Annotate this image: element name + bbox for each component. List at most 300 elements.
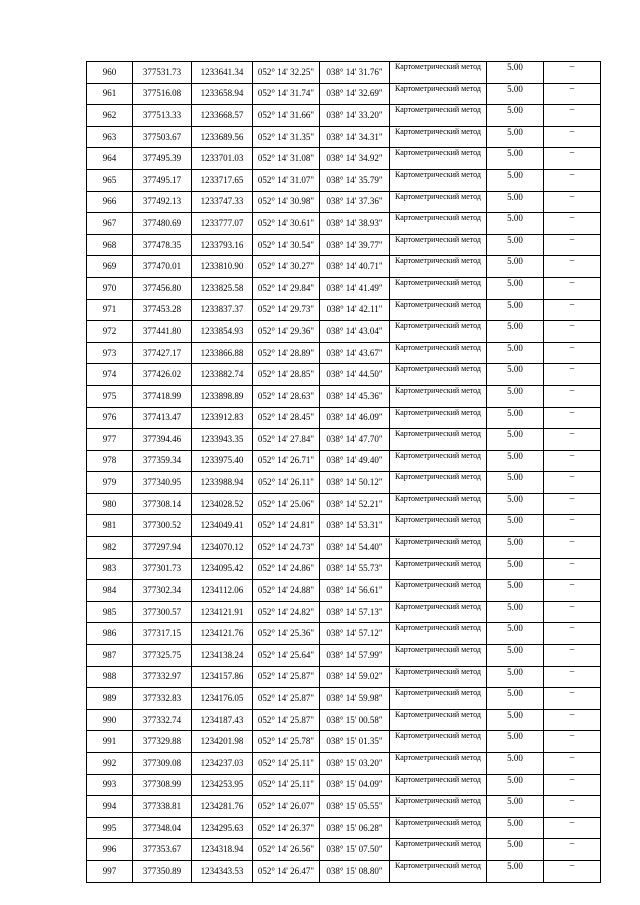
latitude-cell: 052° 14' 25.78" — [253, 731, 320, 753]
x-coordinate-cell: 377302.34 — [133, 580, 192, 602]
y-coordinate-cell: 1234201.98 — [192, 731, 253, 753]
latitude-cell: 052° 14' 31.07" — [253, 169, 320, 191]
point-number-cell: 967 — [87, 213, 133, 235]
longitude-cell: 038° 14' 33.20" — [320, 105, 390, 127]
longitude-cell: 038° 14' 38.93" — [320, 213, 390, 235]
table-row — [87, 385, 601, 407]
note-cell: – — [544, 256, 601, 278]
y-coordinate-cell: 1233668.57 — [192, 105, 253, 127]
y-coordinate-cell: 1233793.16 — [192, 234, 253, 256]
latitude-cell: 052° 14' 25.11" — [253, 774, 320, 796]
x-coordinate-cell: 377332.83 — [133, 688, 192, 710]
note-cell: – — [544, 515, 601, 537]
longitude-cell: 038° 14' 57.12" — [320, 623, 390, 645]
method-cell: Картометрический метод — [390, 558, 487, 580]
accuracy-cell: 5.00 — [487, 774, 544, 796]
table-row — [87, 126, 601, 148]
latitude-cell: 052° 14' 26.56" — [253, 839, 320, 861]
method-cell: Картометрический метод — [390, 407, 487, 429]
point-number-cell: 963 — [87, 126, 133, 148]
point-number-cell: 988 — [87, 666, 133, 688]
method-cell: Картометрический метод — [390, 623, 487, 645]
x-coordinate-cell: 377441.80 — [133, 321, 192, 343]
latitude-cell: 052° 14' 25.87" — [253, 688, 320, 710]
accuracy-cell: 5.00 — [487, 817, 544, 839]
point-number-cell: 960 — [87, 62, 133, 84]
y-coordinate-cell: 1233975.40 — [192, 450, 253, 472]
table-row — [87, 213, 601, 235]
point-number-cell: 976 — [87, 407, 133, 429]
method-cell: Картометрический метод — [390, 321, 487, 343]
method-cell: Картометрический метод — [390, 234, 487, 256]
y-coordinate-cell: 1233810.90 — [192, 256, 253, 278]
note-cell: – — [544, 299, 601, 321]
longitude-cell: 038° 14' 41.49" — [320, 277, 390, 299]
point-number-cell: 971 — [87, 299, 133, 321]
point-number-cell: 975 — [87, 385, 133, 407]
y-coordinate-cell: 1233988.94 — [192, 472, 253, 494]
point-number-cell: 972 — [87, 321, 133, 343]
table-row — [87, 256, 601, 278]
longitude-cell: 038° 14' 34.31" — [320, 126, 390, 148]
x-coordinate-cell: 377308.14 — [133, 493, 192, 515]
x-coordinate-cell: 377350.89 — [133, 860, 192, 882]
longitude-cell: 038° 14' 42.11" — [320, 299, 390, 321]
latitude-cell: 052° 14' 31.08" — [253, 148, 320, 170]
method-cell: Картометрический метод — [390, 753, 487, 775]
note-cell: – — [544, 148, 601, 170]
method-cell: Картометрический метод — [390, 126, 487, 148]
x-coordinate-cell: 377531.73 — [133, 62, 192, 84]
latitude-cell: 052° 14' 25.11" — [253, 753, 320, 775]
point-number-cell: 982 — [87, 537, 133, 559]
latitude-cell: 052° 14' 30.54" — [253, 234, 320, 256]
method-cell: Картометрический метод — [390, 537, 487, 559]
table-row — [87, 774, 601, 796]
x-coordinate-cell: 377332.97 — [133, 666, 192, 688]
x-coordinate-cell: 377309.08 — [133, 753, 192, 775]
x-coordinate-cell: 377513.33 — [133, 105, 192, 127]
point-number-cell: 993 — [87, 774, 133, 796]
x-coordinate-cell: 377301.73 — [133, 558, 192, 580]
note-cell: – — [544, 450, 601, 472]
accuracy-cell: 5.00 — [487, 148, 544, 170]
accuracy-cell: 5.00 — [487, 493, 544, 515]
note-cell: – — [544, 364, 601, 386]
note-cell: – — [544, 321, 601, 343]
y-coordinate-cell: 1234176.05 — [192, 688, 253, 710]
method-cell: Картометрический метод — [390, 666, 487, 688]
accuracy-cell: 5.00 — [487, 472, 544, 494]
point-number-cell: 985 — [87, 601, 133, 623]
table-row — [87, 623, 601, 645]
table-row — [87, 558, 601, 580]
latitude-cell: 052° 14' 24.81" — [253, 515, 320, 537]
point-number-cell: 977 — [87, 429, 133, 451]
method-cell: Картометрический метод — [390, 493, 487, 515]
point-number-cell: 992 — [87, 753, 133, 775]
longitude-cell: 038° 14' 37.36" — [320, 191, 390, 213]
point-number-cell: 969 — [87, 256, 133, 278]
point-number-cell: 974 — [87, 364, 133, 386]
y-coordinate-cell: 1233943.35 — [192, 429, 253, 451]
latitude-cell: 052° 14' 32.25" — [253, 62, 320, 84]
accuracy-cell: 5.00 — [487, 256, 544, 278]
note-cell: – — [544, 774, 601, 796]
point-number-cell: 987 — [87, 645, 133, 667]
note-cell: – — [544, 645, 601, 667]
longitude-cell: 038° 15' 06.28" — [320, 817, 390, 839]
note-cell: – — [544, 796, 601, 818]
accuracy-cell: 5.00 — [487, 601, 544, 623]
longitude-cell: 038° 14' 53.31" — [320, 515, 390, 537]
longitude-cell: 038° 15' 04.09" — [320, 774, 390, 796]
y-coordinate-cell: 1233701.03 — [192, 148, 253, 170]
y-coordinate-cell: 1233825.58 — [192, 277, 253, 299]
longitude-cell: 038° 14' 31.76" — [320, 62, 390, 84]
y-coordinate-cell: 1233689.56 — [192, 126, 253, 148]
accuracy-cell: 5.00 — [487, 342, 544, 364]
note-cell: – — [544, 385, 601, 407]
point-number-cell: 968 — [87, 234, 133, 256]
table-row — [87, 796, 601, 818]
y-coordinate-cell: 1233898.89 — [192, 385, 253, 407]
accuracy-cell: 5.00 — [487, 385, 544, 407]
table-row — [87, 62, 601, 84]
x-coordinate-cell: 377332.74 — [133, 709, 192, 731]
table-row — [87, 860, 601, 882]
x-coordinate-cell: 377300.57 — [133, 601, 192, 623]
y-coordinate-cell: 1233658.94 — [192, 83, 253, 105]
x-coordinate-cell: 377340.95 — [133, 472, 192, 494]
point-number-cell: 995 — [87, 817, 133, 839]
x-coordinate-cell: 377317.15 — [133, 623, 192, 645]
note-cell: – — [544, 213, 601, 235]
latitude-cell: 052° 14' 24.88" — [253, 580, 320, 602]
longitude-cell: 038° 14' 39.77" — [320, 234, 390, 256]
point-number-cell: 983 — [87, 558, 133, 580]
note-cell: – — [544, 580, 601, 602]
accuracy-cell: 5.00 — [487, 450, 544, 472]
longitude-cell: 038° 14' 35.79" — [320, 169, 390, 191]
y-coordinate-cell: 1233866.88 — [192, 342, 253, 364]
table-row — [87, 645, 601, 667]
accuracy-cell: 5.00 — [487, 515, 544, 537]
table-row — [87, 191, 601, 213]
accuracy-cell: 5.00 — [487, 753, 544, 775]
note-cell: – — [544, 169, 601, 191]
note-cell: – — [544, 105, 601, 127]
accuracy-cell: 5.00 — [487, 83, 544, 105]
note-cell: – — [544, 839, 601, 861]
accuracy-cell: 5.00 — [487, 299, 544, 321]
longitude-cell: 038° 14' 43.67" — [320, 342, 390, 364]
note-cell: – — [544, 191, 601, 213]
y-coordinate-cell: 1233777.07 — [192, 213, 253, 235]
y-coordinate-cell: 1234253.95 — [192, 774, 253, 796]
y-coordinate-cell: 1234121.76 — [192, 623, 253, 645]
latitude-cell: 052° 14' 25.64" — [253, 645, 320, 667]
y-coordinate-cell: 1234028.52 — [192, 493, 253, 515]
x-coordinate-cell: 377348.04 — [133, 817, 192, 839]
accuracy-cell: 5.00 — [487, 537, 544, 559]
longitude-cell: 038° 14' 32.69" — [320, 83, 390, 105]
table-row — [87, 429, 601, 451]
table-row — [87, 234, 601, 256]
point-number-cell: 997 — [87, 860, 133, 882]
accuracy-cell: 5.00 — [487, 234, 544, 256]
method-cell: Картометрический метод — [390, 385, 487, 407]
latitude-cell: 052° 14' 26.11" — [253, 472, 320, 494]
method-cell: Картометрический метод — [390, 601, 487, 623]
table-row — [87, 709, 601, 731]
longitude-cell: 038° 15' 05.55" — [320, 796, 390, 818]
longitude-cell: 038° 14' 57.99" — [320, 645, 390, 667]
accuracy-cell: 5.00 — [487, 191, 544, 213]
latitude-cell: 052° 14' 24.86" — [253, 558, 320, 580]
y-coordinate-cell: 1233641.34 — [192, 62, 253, 84]
y-coordinate-cell: 1234237.03 — [192, 753, 253, 775]
x-coordinate-cell: 377426.02 — [133, 364, 192, 386]
longitude-cell: 038° 14' 44.50" — [320, 364, 390, 386]
accuracy-cell: 5.00 — [487, 796, 544, 818]
note-cell: – — [544, 623, 601, 645]
accuracy-cell: 5.00 — [487, 105, 544, 127]
y-coordinate-cell: 1234295.63 — [192, 817, 253, 839]
method-cell: Картометрический метод — [390, 645, 487, 667]
point-number-cell: 986 — [87, 623, 133, 645]
longitude-cell: 038° 14' 54.40" — [320, 537, 390, 559]
x-coordinate-cell: 377470.01 — [133, 256, 192, 278]
x-coordinate-cell: 377329.88 — [133, 731, 192, 753]
longitude-cell: 038° 14' 46.09" — [320, 407, 390, 429]
method-cell: Картометрический метод — [390, 450, 487, 472]
x-coordinate-cell: 377453.28 — [133, 299, 192, 321]
latitude-cell: 052° 14' 28.85" — [253, 364, 320, 386]
table-row — [87, 321, 601, 343]
latitude-cell: 052° 14' 30.98" — [253, 191, 320, 213]
method-cell: Картометрический метод — [390, 429, 487, 451]
accuracy-cell: 5.00 — [487, 429, 544, 451]
x-coordinate-cell: 377456.80 — [133, 277, 192, 299]
longitude-cell: 038° 14' 56.61" — [320, 580, 390, 602]
latitude-cell: 052° 14' 31.74" — [253, 83, 320, 105]
x-coordinate-cell: 377325.75 — [133, 645, 192, 667]
table-row — [87, 299, 601, 321]
method-cell: Картометрический метод — [390, 148, 487, 170]
x-coordinate-cell: 377427.17 — [133, 342, 192, 364]
note-cell: – — [544, 407, 601, 429]
accuracy-cell: 5.00 — [487, 321, 544, 343]
table-row — [87, 407, 601, 429]
latitude-cell: 052° 14' 30.61" — [253, 213, 320, 235]
longitude-cell: 038° 15' 00.58" — [320, 709, 390, 731]
x-coordinate-cell: 377495.39 — [133, 148, 192, 170]
table-row — [87, 450, 601, 472]
table-row — [87, 666, 601, 688]
accuracy-cell: 5.00 — [487, 62, 544, 84]
method-cell: Картометрический метод — [390, 731, 487, 753]
y-coordinate-cell: 1234070.12 — [192, 537, 253, 559]
latitude-cell: 052° 14' 30.27" — [253, 256, 320, 278]
point-number-cell: 994 — [87, 796, 133, 818]
point-number-cell: 973 — [87, 342, 133, 364]
x-coordinate-cell: 377338.81 — [133, 796, 192, 818]
y-coordinate-cell: 1234343.53 — [192, 860, 253, 882]
table-row — [87, 537, 601, 559]
note-cell: – — [544, 688, 601, 710]
table-row — [87, 364, 601, 386]
x-coordinate-cell: 377480.69 — [133, 213, 192, 235]
y-coordinate-cell: 1233717.65 — [192, 169, 253, 191]
y-coordinate-cell: 1234095.42 — [192, 558, 253, 580]
note-cell: – — [544, 234, 601, 256]
longitude-cell: 038° 14' 40.71" — [320, 256, 390, 278]
latitude-cell: 052° 14' 26.37" — [253, 817, 320, 839]
method-cell: Картометрический метод — [390, 860, 487, 882]
table-row — [87, 601, 601, 623]
latitude-cell: 052° 14' 25.87" — [253, 709, 320, 731]
note-cell: – — [544, 666, 601, 688]
y-coordinate-cell: 1234187.43 — [192, 709, 253, 731]
accuracy-cell: 5.00 — [487, 213, 544, 235]
note-cell: – — [544, 62, 601, 84]
method-cell: Картометрический метод — [390, 105, 487, 127]
point-number-cell: 980 — [87, 493, 133, 515]
coordinates-table — [86, 61, 601, 883]
latitude-cell: 052° 14' 25.06" — [253, 493, 320, 515]
note-cell: – — [544, 709, 601, 731]
y-coordinate-cell: 1233912.83 — [192, 407, 253, 429]
latitude-cell: 052° 14' 26.07" — [253, 796, 320, 818]
x-coordinate-cell: 377503.67 — [133, 126, 192, 148]
x-coordinate-cell: 377359.34 — [133, 450, 192, 472]
method-cell: Картометрический метод — [390, 256, 487, 278]
note-cell: – — [544, 601, 601, 623]
table-row — [87, 731, 601, 753]
y-coordinate-cell: 1234318.94 — [192, 839, 253, 861]
x-coordinate-cell: 377418.99 — [133, 385, 192, 407]
latitude-cell: 052° 14' 24.82" — [253, 601, 320, 623]
note-cell: – — [544, 753, 601, 775]
longitude-cell: 038° 14' 49.40" — [320, 450, 390, 472]
latitude-cell: 052° 14' 29.73" — [253, 299, 320, 321]
accuracy-cell: 5.00 — [487, 645, 544, 667]
x-coordinate-cell: 377394.46 — [133, 429, 192, 451]
latitude-cell: 052° 14' 25.87" — [253, 666, 320, 688]
point-number-cell: 981 — [87, 515, 133, 537]
point-number-cell: 979 — [87, 472, 133, 494]
point-number-cell: 964 — [87, 148, 133, 170]
longitude-cell: 038° 14' 59.98" — [320, 688, 390, 710]
longitude-cell: 038° 14' 47.70" — [320, 429, 390, 451]
accuracy-cell: 5.00 — [487, 731, 544, 753]
table-row — [87, 753, 601, 775]
point-number-cell: 984 — [87, 580, 133, 602]
latitude-cell: 052° 14' 31.66" — [253, 105, 320, 127]
note-cell: – — [544, 83, 601, 105]
x-coordinate-cell: 377297.94 — [133, 537, 192, 559]
point-number-cell: 966 — [87, 191, 133, 213]
y-coordinate-cell: 1234281.76 — [192, 796, 253, 818]
longitude-cell: 038° 15' 01.35" — [320, 731, 390, 753]
point-number-cell: 978 — [87, 450, 133, 472]
y-coordinate-cell: 1234157.86 — [192, 666, 253, 688]
point-number-cell: 961 — [87, 83, 133, 105]
method-cell: Картометрический метод — [390, 580, 487, 602]
longitude-cell: 038° 14' 55.73" — [320, 558, 390, 580]
x-coordinate-cell: 377413.47 — [133, 407, 192, 429]
note-cell: – — [544, 537, 601, 559]
latitude-cell: 052° 14' 28.63" — [253, 385, 320, 407]
point-number-cell: 989 — [87, 688, 133, 710]
latitude-cell: 052° 14' 24.73" — [253, 537, 320, 559]
note-cell: – — [544, 342, 601, 364]
table-row — [87, 580, 601, 602]
accuracy-cell: 5.00 — [487, 558, 544, 580]
method-cell: Картометрический метод — [390, 839, 487, 861]
table-row — [87, 688, 601, 710]
latitude-cell: 052° 14' 25.36" — [253, 623, 320, 645]
table-row — [87, 169, 601, 191]
method-cell: Картометрический метод — [390, 299, 487, 321]
point-number-cell: 965 — [87, 169, 133, 191]
accuracy-cell: 5.00 — [487, 666, 544, 688]
accuracy-cell: 5.00 — [487, 277, 544, 299]
method-cell: Картометрический метод — [390, 342, 487, 364]
method-cell: Картометрический метод — [390, 277, 487, 299]
method-cell: Картометрический метод — [390, 688, 487, 710]
method-cell: Картометрический метод — [390, 169, 487, 191]
longitude-cell: 038° 14' 45.36" — [320, 385, 390, 407]
latitude-cell: 052° 14' 28.89" — [253, 342, 320, 364]
note-cell: – — [544, 817, 601, 839]
accuracy-cell: 5.00 — [487, 580, 544, 602]
y-coordinate-cell: 1234049.41 — [192, 515, 253, 537]
note-cell: – — [544, 126, 601, 148]
table-row — [87, 817, 601, 839]
longitude-cell: 038° 14' 57.13" — [320, 601, 390, 623]
y-coordinate-cell: 1234121.91 — [192, 601, 253, 623]
note-cell: – — [544, 429, 601, 451]
table-row — [87, 493, 601, 515]
accuracy-cell: 5.00 — [487, 709, 544, 731]
note-cell: – — [544, 558, 601, 580]
x-coordinate-cell: 377478.35 — [133, 234, 192, 256]
point-number-cell: 996 — [87, 839, 133, 861]
point-number-cell: 991 — [87, 731, 133, 753]
method-cell: Картометрический метод — [390, 709, 487, 731]
x-coordinate-cell: 377353.67 — [133, 839, 192, 861]
table-row — [87, 342, 601, 364]
point-number-cell: 990 — [87, 709, 133, 731]
note-cell: – — [544, 472, 601, 494]
x-coordinate-cell: 377516.08 — [133, 83, 192, 105]
note-cell: – — [544, 277, 601, 299]
latitude-cell: 052° 14' 26.71" — [253, 450, 320, 472]
method-cell: Картометрический метод — [390, 83, 487, 105]
accuracy-cell: 5.00 — [487, 364, 544, 386]
note-cell: – — [544, 731, 601, 753]
y-coordinate-cell: 1233882.74 — [192, 364, 253, 386]
table-row — [87, 105, 601, 127]
longitude-cell: 038° 15' 03.20" — [320, 753, 390, 775]
note-cell: – — [544, 860, 601, 882]
method-cell: Картометрический метод — [390, 62, 487, 84]
y-coordinate-cell: 1233747.33 — [192, 191, 253, 213]
method-cell: Картометрический метод — [390, 774, 487, 796]
longitude-cell: 038° 14' 34.92" — [320, 148, 390, 170]
